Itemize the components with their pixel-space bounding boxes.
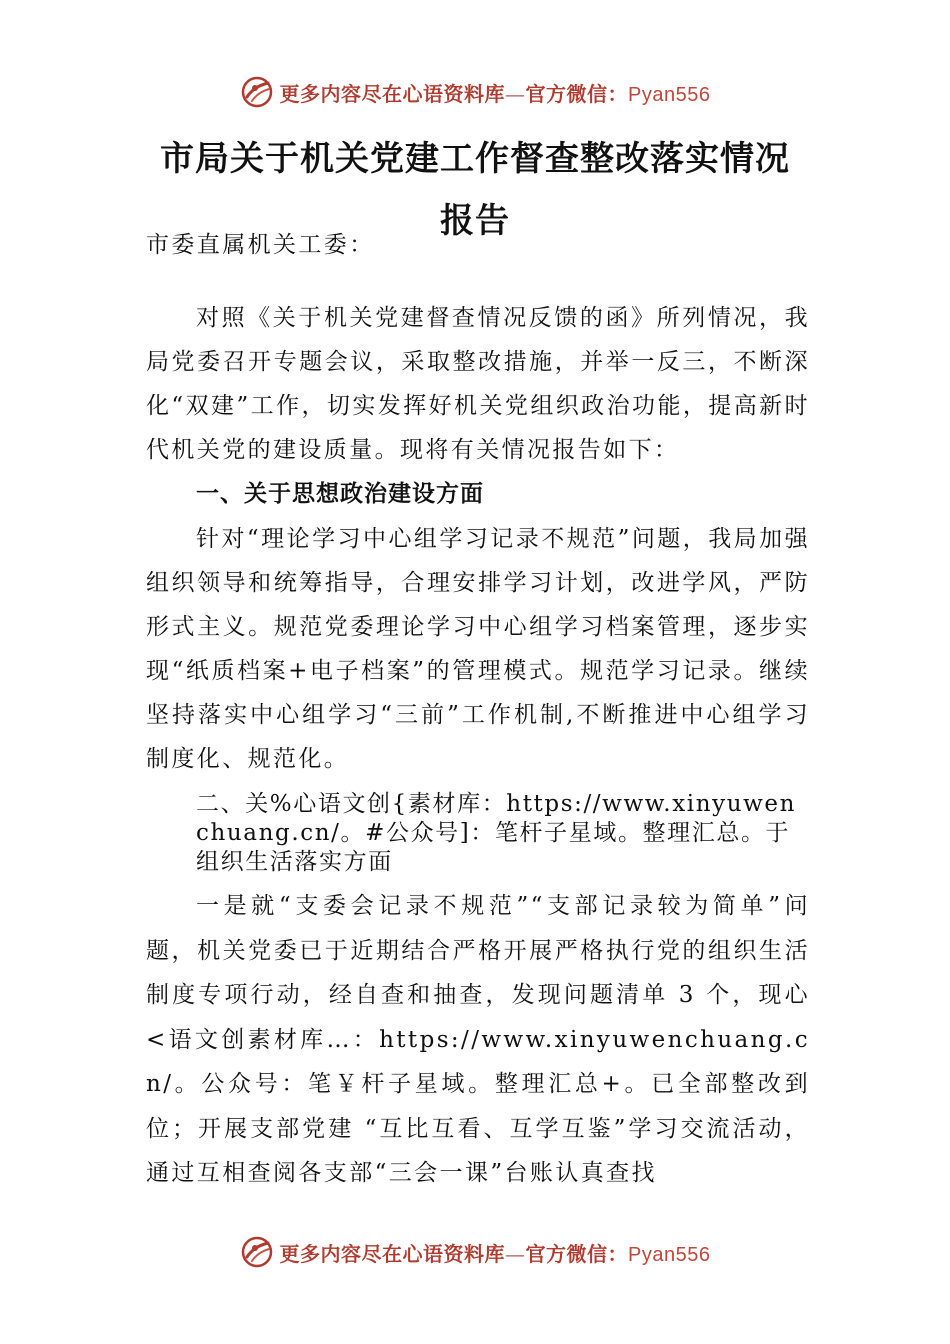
salutation: 市委直属机关工委： (146, 232, 375, 258)
banner-text (280, 1238, 711, 1267)
section1-heading: 一、关于思想政治建设方面 (196, 481, 484, 507)
banner-wechat-id: Pyan556 (628, 83, 711, 106)
section2-heading: 二、关%心语文创{素材库：https://www.xinyuwenchuang.cn/。#公众号]：笔杆子星域。整理汇总。于组织生活落实方面 (196, 791, 797, 875)
banner-text (280, 78, 711, 107)
library-logo-icon (240, 1235, 274, 1269)
banner-wechat-label: 官方微信： (525, 81, 629, 106)
footer-banner (0, 1232, 950, 1272)
section2-paragraph: 一是就“支委会记录不规范”“支部记录较为简单”问题，机关党委已于近期结合严格开展严格执行党的组织生活制度专项行动，经自查和抽查，发现问题清单 3 个，现心<语文创素材库…：https://www.xinyuwenchuang.cn/。公众号：笔￥杆子星域。整理汇总+。已全部整改到位；开展支部党建 “互比互看、互学互鉴”学习交流活动，通过互相查阅各支部“三会一课”台账认真查找 (146, 893, 810, 1186)
document-title-line1: 市局关于机关党建工作督查整改落实情况 (160, 139, 790, 179)
banner-main-text: 更多内容尽在心语资料库 (279, 81, 506, 106)
banner-dash: — (505, 81, 526, 106)
banner-main-text: 更多内容尽在心语资料库 (279, 1241, 506, 1266)
section1-paragraph: 针对“理论学习中心组学习记录不规范”问题，我局加强组织领导和统筹指导，合理安排学习计划，改进学风，严防形式主义。规范党委理论学习中心组学习档案管理，逐步实现“纸质档案+电子档案”的管理模式。规范学习记录。继续坚持落实中心组学习“三前”工作机制,不断推进中心组学习制度化、规范化。 (146, 526, 810, 772)
document-title-line2: 报告 (440, 201, 510, 241)
banner-wechat-id: Pyan556 (628, 1243, 711, 1266)
banner-dash: — (505, 1241, 526, 1266)
intro-paragraph: 对照《关于机关党建督查情况反馈的函》所列情况，我局党委召开专题会议，采取整改措施，并举一反三，不断深化“双建”工作，切实发挥好机关党组织政治功能，提高新时代机关党的建设质量。现将有关情况报告如下： (146, 305, 810, 463)
header-banner (0, 72, 950, 112)
library-logo-icon (240, 75, 274, 109)
banner-wechat-label: 官方微信： (525, 1241, 629, 1266)
